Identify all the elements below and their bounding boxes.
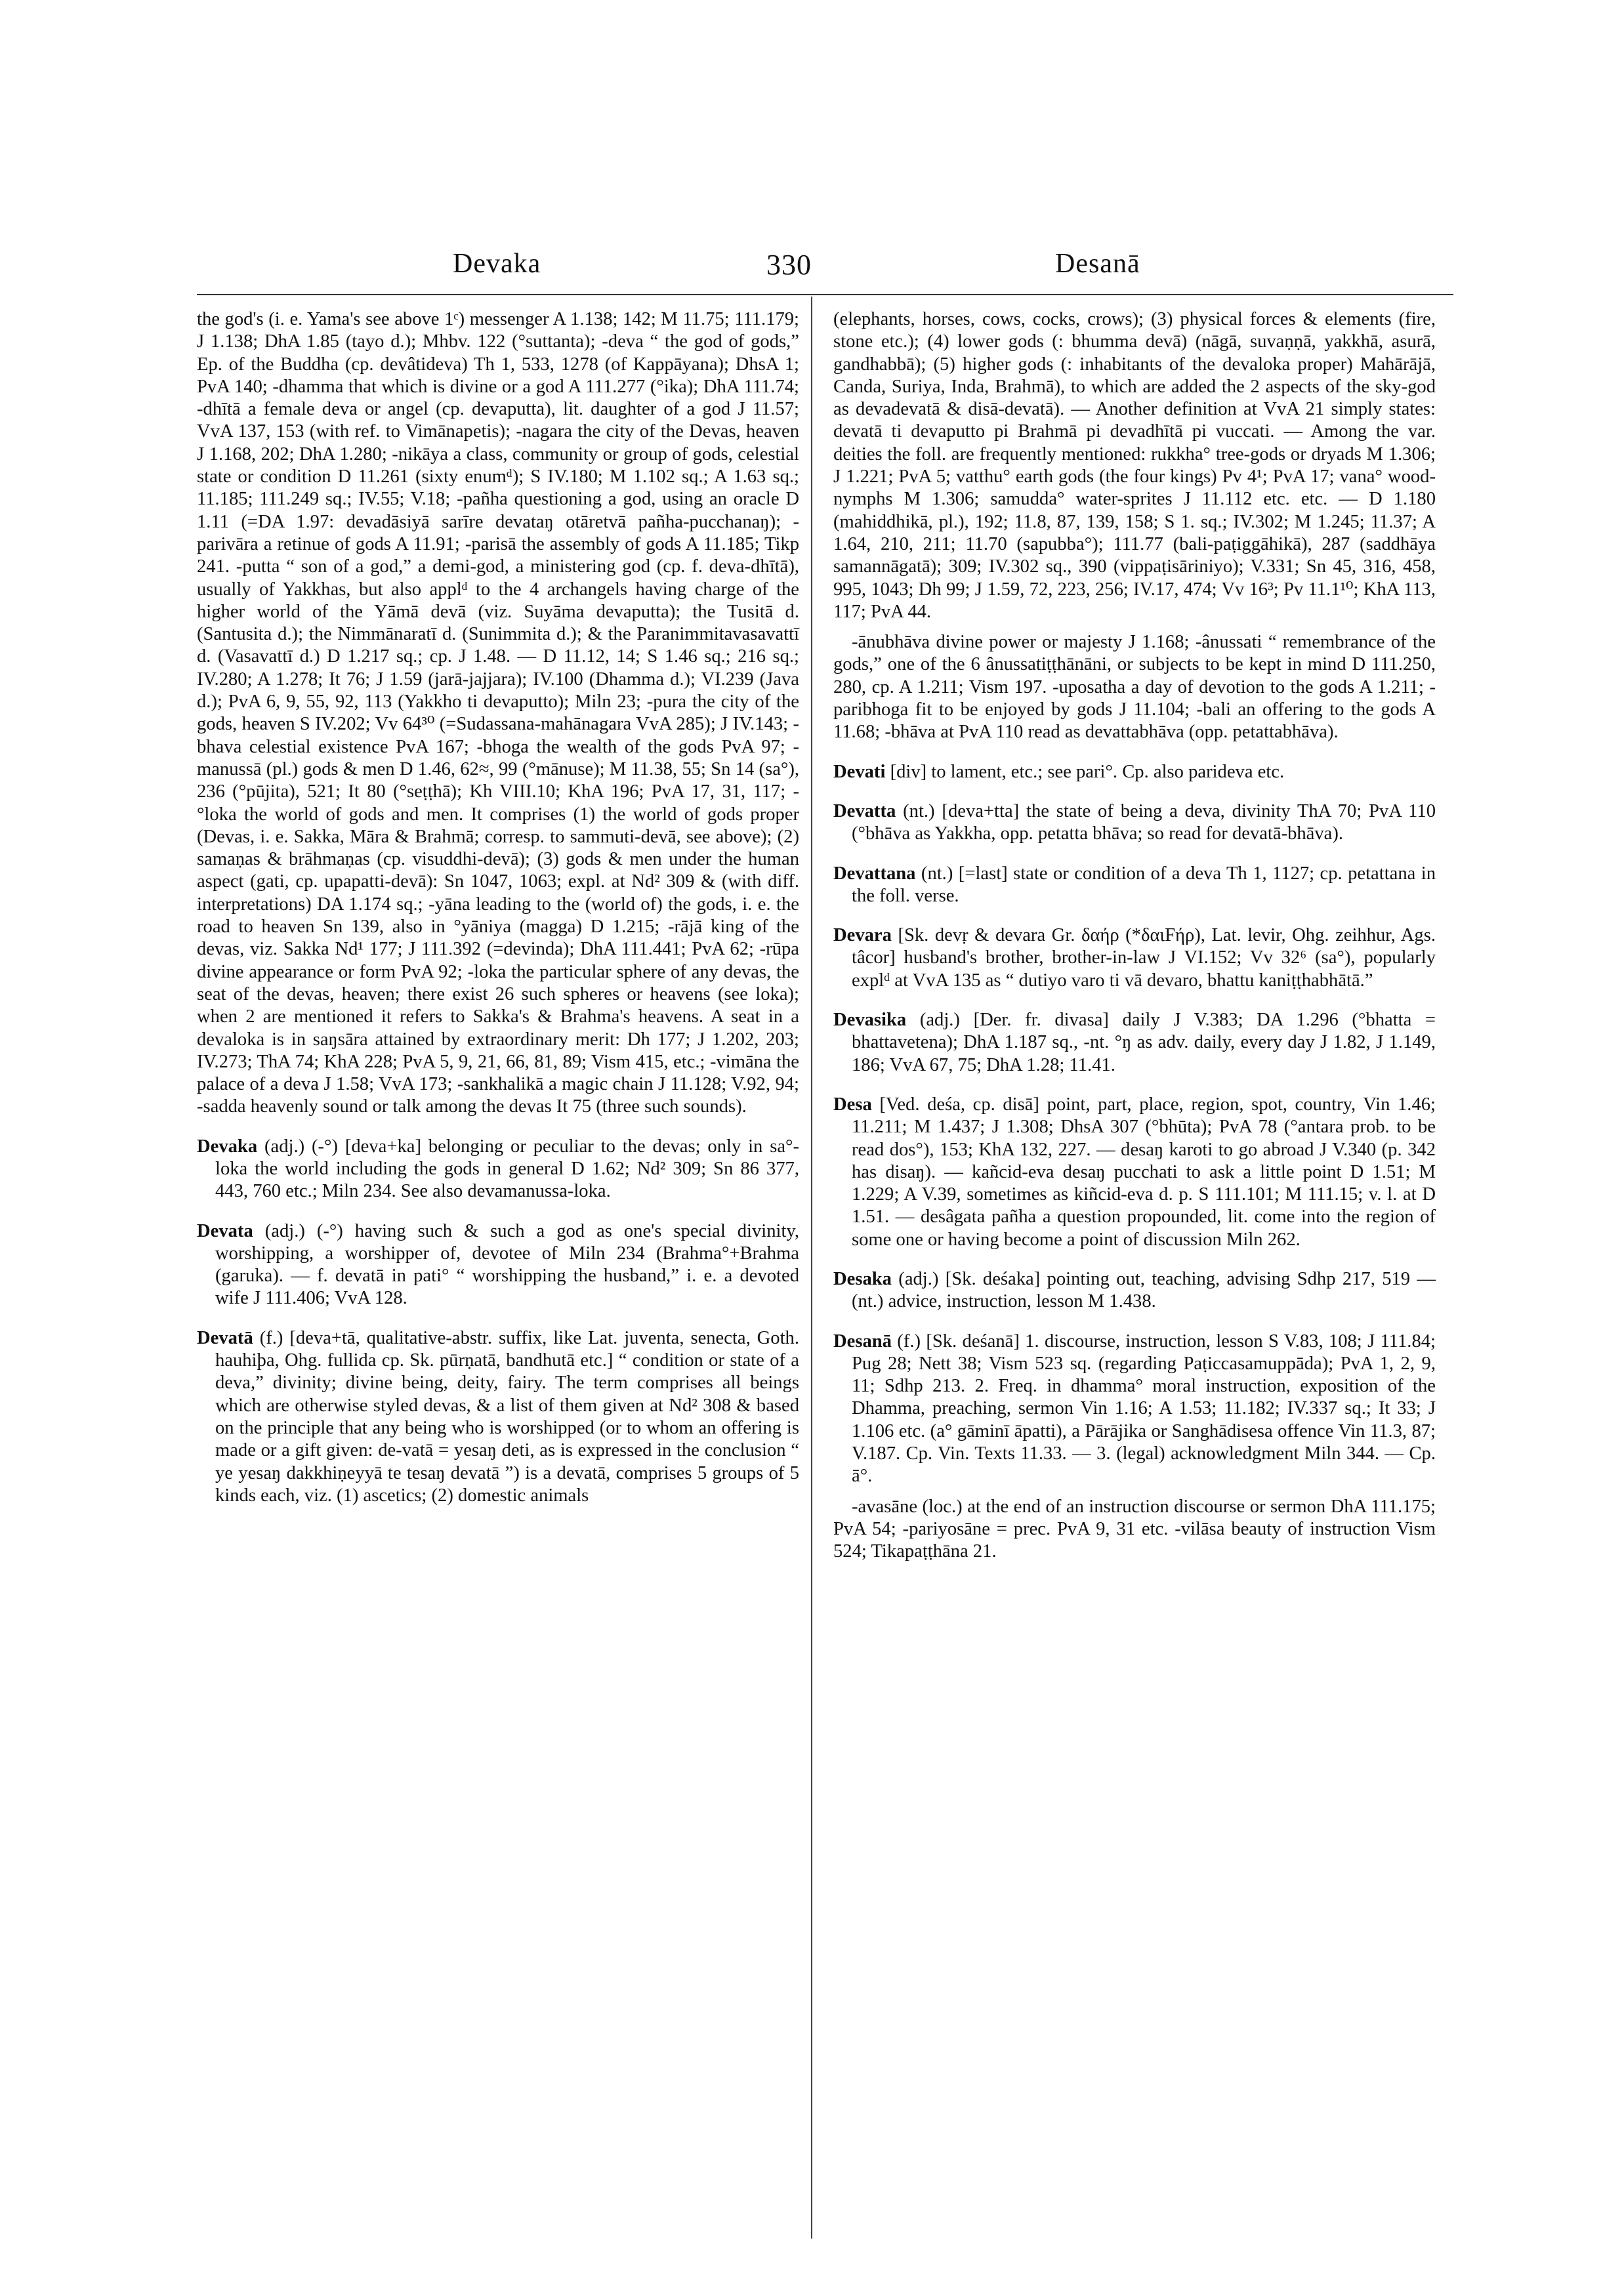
entry-body: (adj.) [Sk. deśaka] pointing out, teaching, advising Sdhp 217, 519 — (nt.) advice, instruction, lesson M 1.438. bbox=[852, 1268, 1436, 1312]
dictionary-entry-devati bbox=[833, 761, 1436, 783]
running-head-left: Devaka bbox=[453, 249, 541, 279]
headword: Desaka bbox=[833, 1268, 899, 1289]
headword: Devati bbox=[833, 761, 890, 782]
dictionary-entry-devasika bbox=[833, 1009, 1436, 1077]
dictionary-entry-devattana bbox=[833, 863, 1436, 908]
dictionary-entry-desa bbox=[833, 1094, 1436, 1251]
dictionary-entry-devara bbox=[833, 924, 1436, 992]
entry-body: (nt.) [=last] state or condition of a deva Th 1, 1127; cp. petattana in the foll. verse. bbox=[852, 863, 1436, 906]
header-rule bbox=[197, 294, 1453, 295]
continued-entry-text: the god's (i. e. Yama's see above 1ᶜ) messenger A 1.138; 142; M 11.75; 111.179; J 1.138; DhA 1.85 (tayo d.); Mhbv. 122 (°suttanta); -deva “ the god of gods,” Ep. of the Buddha (cp. devâtideva) Th 1, 533, 1278 (of Kappāyana); DhsA 1; PvA 140; -dhamma that which is divine or a god A 111.277 (°ika); DhA 111.74; -dhītā a female deva or angel (cp. devaputta), lit. daughter of a god J 11.57; VvA 137, 153 (with ref. to Vimānapetis); -nagara the city of the Devas, heaven J 1.168, 202; DhA 1.280; -nikāya a class, community or group of gods, celestial state or condition D 11.261 (sixty enumᵈ); S IV.180; M 1.102 sq.; A 1.63 sq.; 11.185; 111.249 sq.; IV.55; V.18; -pañha questioning a god, using an oracle D 1.11 (=DA 1.97: devadāsiyā sarīre devataŋ otāretvā pañha-pucchanaŋ); -parivāra a retinue of gods A 11.91; -parisā the assembly of gods A 11.185; Tikp 241. -putta “ son of a god,” a demi-god, a ministering god (cp. f. deva-dhītā), usually of Yakkhas, but also applᵈ to the 4 archangels having charge of the higher world of the Yāmā devā (viz. Suyāma devaputta); the Tusitā d. (Santusita d.); the Nimmānaratī d. (Sunimmita d.); & the Paranimmitavasavattī d. (Vasavattī d.) D 1.217 sq.; cp. J 1.48. — D 11.12, 14; S 1.46 sq.; 216 sq.; IV.280; A 1.278; It 76; J 1.59 (jarā-jajjara); IV.100 (Dhamma d.); VI.239 (Java d.); PvA 6, 9, 55, 92, 113 (Yakkho ti devaputto); Miln 23; -pura the city of the gods, heaven S IV.202; Vv 64³⁰ (=Sudassana-mahānagara VvA 285); J IV.143; -bhava celestial existence PvA 167; -bhoga the wealth of the gods PvA 97; -manussā (pl.) gods & men D 1.46, 62≈, 99 (°mānuse); M 11.38, 55; Sn 14 (sa°), 236 (°pūjita), 521; It 80 (°seṭṭhā); Kh VIII.10; KhA 196; PvA 17, 31, 117; -°loka the world of gods and men. It comprises (1) the world of gods proper (Devas, i. e. Sakka, Māra & Brahmā; corresp. to sammuti-devā, see above); (2) samaṇas & brāhmaṇas (cp. visuddhi-devā); (3) gods & men under the human aspect (gati, cp. upapatti-devā): Sn 1047, 1063; expl. at Nd² 309 & (with diff. interpretations) DA 1.174 sq.; -yāna leading to the (world of) the gods, i. e. the road to heaven Sn 139, also in °yāniya (magga) D 1.215; -rājā king of the devas, viz. Sakka Nd¹ 177; J 111.392 (=devinda); DhA 111.441; PvA 62; -rūpa divine appearance or form PvA 92; -loka the particular sphere of any devas, the seat of the devas, heaven; there exist 26 such spheres or heavens (see loka); when 2 are mentioned it refers to Sakka's & Brahma's heavens. A seat in a devaloka is in saŋsāra attained by extraordinary merit: Dh 177; J 1.202, 203; IV.273; ThA 74; KhA 228; PvA 5, 9, 21, 66, 81, 89; Vism 415, etc.; -vimāna the palace of a deva J 1.58; VvA 173; -sankhalikā a magic chain J 11.128; V.92, 94; -sadda heavenly sound or talk among the devas It 75 (three such sounds). bbox=[197, 309, 799, 1117]
dictionary-entry-desana bbox=[833, 1331, 1436, 1488]
running-head-right: Desanā bbox=[1055, 249, 1140, 279]
dictionary-entry-devaka bbox=[197, 1136, 799, 1203]
headword: Devatta bbox=[833, 800, 904, 821]
compound-subentries: -avasāne (loc.) at the end of an instruction discourse or sermon DhA 111.175; PvA 54; -pariyosāne = prec. PvA 9, 31 etc. -vilāsa beauty of instruction Vism 524; Tikapaṭṭhāna 21. bbox=[833, 1496, 1436, 1562]
headword: Devata bbox=[197, 1220, 265, 1241]
compound-subentries: -ānubhāva divine power or majesty J 1.168; -ânussati “ remembrance of the gods,” one of the 6 ânussatiṭṭhānāni, or subjects to be kept in mind D 111.250, 280, cp. A 1.211; Vism 197. -uposatha a day of devotion to the gods A 1.211; -paribhoga fit to be enjoyed by gods J 11.104; -bali an offering to the gods A 11.68; -bhāva at PvA 110 read as devattabhāva (opp. petattabhāva). bbox=[833, 632, 1436, 743]
entry-body: [Sk. devṛ & devara Gr. δαήρ (*δαιFήρ), Lat. levir, Ohg. zeihhur, Ags. tâcor] husband's brother, brother-in-law J VI.152; Vv 32⁶ (sa°), popularly explᵈ at VvA 135 as “ dutiyo varo ti vā devaro, bhattu kaniṭṭhabhātā.” bbox=[852, 925, 1436, 991]
entry-body: (f.) [deva+tā, qualitative-abstr. suffix, like Lat. juventa, senecta, Goth. hauhiþa, Ohg. fullida cp. Sk. pūrṇatā, bandhutā etc.] “ condition or state of a deva,” divinity; divine being, deity, fairy. The term comprises all beings which are otherwise styled devas, & a list of them given at Nd² 308 & based on the principle that any being who is worshipped (or to whom an offering is made or a gift given: de-vatā = yesaŋ deti, as is expressed in the conclusion “ ye yesaŋ dakkhiṇeyyā te tesaŋ devatā ”) is a devatā, comprises 5 groups of 5 kinds each, viz. (1) ascetics; (2) domestic animals bbox=[215, 1327, 799, 1506]
dictionary-entry-devataa bbox=[197, 1327, 799, 1507]
headword: Devatā bbox=[197, 1327, 260, 1348]
headword: Devaka bbox=[197, 1136, 264, 1157]
page-number: 330 bbox=[766, 249, 812, 281]
entry-body: (adj.) (-°) having such & such a god as one's special divinity, worshipping, a worshipper of, devotee of Miln 234 (Brahma°+Brahma (garuka). — f. devatā in pati° “ worshipping the husband,” i. e. a devoted wife J 111.406; VvA 128. bbox=[215, 1220, 799, 1309]
headword: Devara bbox=[833, 925, 898, 946]
dictionary-entry-devatta bbox=[833, 800, 1436, 846]
headword: Desa bbox=[833, 1094, 880, 1115]
entry-body: [Ved. deśa, cp. disā] point, part, place, region, spot, country, Vin 1.46; 11.211; M 1.437; J 1.308; DhsA 307 (°bhūta); PvA 78 (°antara prob. to be read dos°), 153; KhA 132, 227. — desaŋ karoti to go abroad J V.340 (p. 342 has disaŋ). — kañcid-eva desaŋ pucchati to ask a little point D 1.51; M 1.229; A V.39, sometimes as kiñcid-eva d. p. S 111.101; M 111.15; v. l. at D 1.51. — desâgata pañha a question propounded, lit. come into the region of some one or having become a point of discussion Miln 262. bbox=[852, 1094, 1436, 1250]
headword: Devasika bbox=[833, 1010, 920, 1031]
dictionary-entry-devata bbox=[197, 1220, 799, 1310]
entry-body: [div] to lament, etc.; see pari°. Cp. also parideva etc. bbox=[890, 761, 1285, 782]
headword: Devattana bbox=[833, 863, 921, 884]
entry-body: (adj.) (-°) [deva+ka] belonging or peculiar to the devas; only in sa°-loka the world including the gods in general D 1.62; Nd² 309; Sn 86 377, 443, 760 etc.; Miln 234. See also devamanussa-loka. bbox=[215, 1136, 799, 1202]
left-column bbox=[197, 308, 799, 1507]
entry-body: (f.) [Sk. deśanā] 1. discourse, instruction, lesson S V.83, 108; J 111.84; Pug 28; Nett 38; Vism 523 sq. (regarding Paṭiccasamuppāda); PvA 1, 2, 9, 11; Sdhp 213. 2. Freq. in dhamma° moral instruction, exposition of the Dhamma, preaching, sermon Vin 1.16; A 1.53; 11.182; IV.337 sq.; It 33; J 1.106 etc. (a° gāminī āpatti), a Pārājika or Sanghādisesa offence Vin 11.3, 87; V.187. Cp. Vin. Texts 11.33. — 3. (legal) acknowledgment Miln 344. — Cp. ā°. bbox=[852, 1331, 1436, 1487]
dictionary-entry-desaka bbox=[833, 1268, 1436, 1313]
entry-body: (nt.) [deva+tta] the state of being a deva, divinity ThA 70; PvA 110 (°bhāva as Yakkha, opp. petatta bhāva; so read for devatā-bhāva). bbox=[852, 800, 1436, 844]
entry-body: (adj.) [Der. fr. divasa] daily J V.383; DA 1.296 (°bhatta = bhattavetena); DhA 1.187 sq., -nt. °ŋ as adv. daily, every day J 1.82, J 1.149, 186; VvA 67, 75; DhA 1.28; 11.41. bbox=[852, 1010, 1436, 1075]
right-column bbox=[833, 308, 1436, 1563]
headword: Desanā bbox=[833, 1331, 898, 1352]
column-divider bbox=[811, 297, 812, 2239]
continued-entry-text: (elephants, horses, cows, cocks, crows); (3) physical forces & elements (fire, stone etc.); (4) lower gods (: bhumma devā) (nāgā, suvaṇṇā, yakkhā, asurā, gandhabbā); (5) higher gods (: inhabitants of the devaloka proper) Mahārājā, Canda, Suriya, Inda, Brahmā), to which are added the 2 aspects of the sky-god as devadevatā & disā-devatā). — Another definition at VvA 21 simply states: devatā ti devaputto pi Brahmā pi devadhītā pi vuccati. — Among the var. deities the foll. are frequently mentioned: rukkha° tree-gods or dryads M 1.306; J 1.221; PvA 5; vatthu° earth gods (the four kings) Pv 4¹; PvA 17; vana° wood-nymphs M 1.306; samudda° water-sprites J 11.112 etc. etc. — D 1.180 (mahiddhikā, pl.), 192; 11.8, 87, 139, 158; S 1. sq.; IV.302; M 1.245; 11.37; A 1.64, 210, 211; 11.70 (sapubba°); 111.77 (bali-paṭiggāhikā), 287 (saddhāya samannāgatā); 309; IV.302 sq., 390 (vippaṭisāriniyo); V.331; Sn 45, 316, 458, 995, 1043; Dh 99; J 1.59, 72, 223, 256; IV.17, 474; Vv 16³; Pv 11.1¹⁰; KhA 113, 117; PvA 44. bbox=[833, 309, 1436, 622]
